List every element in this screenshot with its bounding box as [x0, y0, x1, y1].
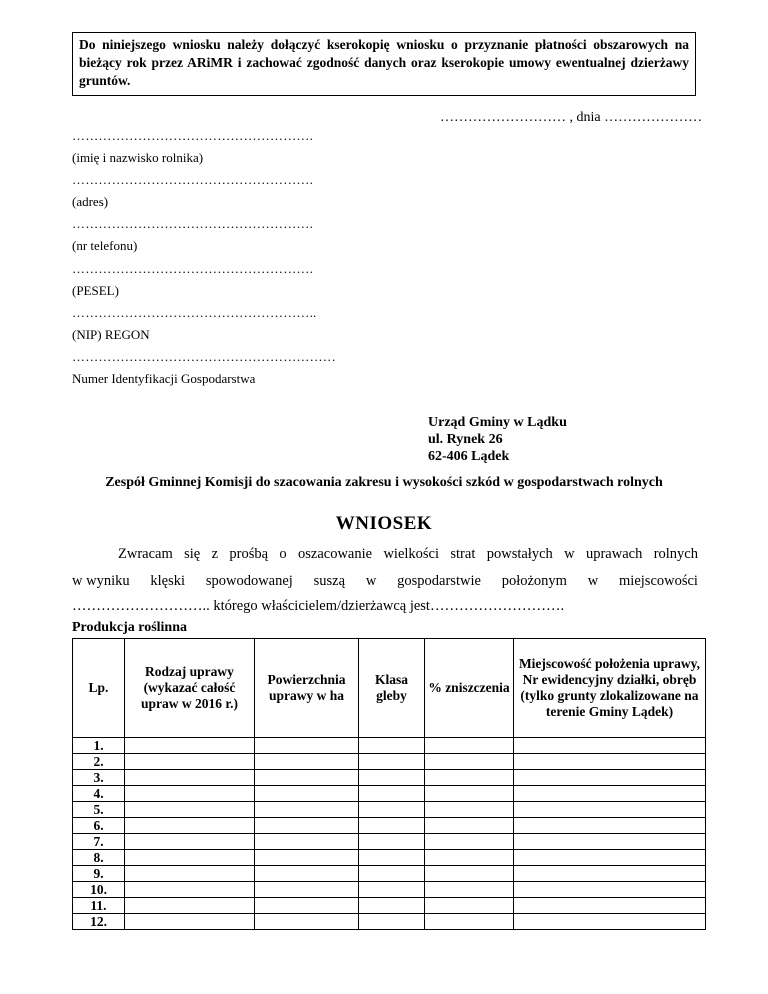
location-cell[interactable]: [514, 818, 706, 834]
office-street: ul. Rynek 26: [428, 432, 503, 447]
crop-type-cell[interactable]: [125, 834, 255, 850]
crop-type-cell[interactable]: [125, 866, 255, 882]
crop-type-cell[interactable]: [125, 738, 255, 754]
table-row: [73, 850, 706, 866]
soil-class-cell[interactable]: [359, 770, 425, 786]
location-cell[interactable]: [514, 882, 706, 898]
farmer-name-label: (imię i nazwisko rolnika): [72, 150, 204, 165]
request-line-2: w wyniku klęski spowodowanej suszą w gospodarstwie położonym w miejscowości: [72, 573, 698, 589]
area-cell[interactable]: [255, 850, 359, 866]
area-cell[interactable]: [255, 914, 359, 930]
crop-damage-table: [72, 638, 706, 930]
damage-percent-cell[interactable]: [425, 786, 514, 802]
pesel-label: (PESEL): [72, 283, 119, 298]
area-cell[interactable]: [255, 898, 359, 914]
row-number: 5.: [73, 802, 125, 818]
col-header-soil-class: Klasa gleby: [359, 639, 425, 738]
area-cell[interactable]: [255, 786, 359, 802]
soil-class-cell[interactable]: [359, 882, 425, 898]
committee-heading: Zespół Gminnej Komisji do szacowania zakresu i wysokości szkód w gospodarstwach rolnych: [105, 475, 663, 490]
col-header-lp: Lp.: [73, 639, 125, 738]
crop-type-cell[interactable]: [125, 802, 255, 818]
phone-label: (nr telefonu): [72, 238, 138, 253]
table-row: [73, 786, 706, 802]
crop-type-cell[interactable]: [125, 818, 255, 834]
soil-class-cell[interactable]: [359, 802, 425, 818]
row-number: 10.: [73, 882, 125, 898]
row-number: 8.: [73, 850, 125, 866]
crop-production-heading: Produkcja roślinna: [72, 620, 188, 635]
crop-type-cell[interactable]: [125, 754, 255, 770]
document-title: WNIOSEK: [335, 513, 433, 534]
soil-class-cell[interactable]: [359, 738, 425, 754]
location-cell[interactable]: [514, 866, 706, 882]
location-cell[interactable]: [514, 802, 706, 818]
table-row: [73, 898, 706, 914]
soil-class-cell[interactable]: [359, 866, 425, 882]
damage-percent-cell[interactable]: [425, 882, 514, 898]
damage-percent-cell[interactable]: [425, 738, 514, 754]
soil-class-cell[interactable]: [359, 786, 425, 802]
crop-type-cell[interactable]: [125, 786, 255, 802]
table-row: [73, 818, 706, 834]
area-cell[interactable]: [255, 802, 359, 818]
crop-type-cell[interactable]: [125, 914, 255, 930]
col-header-damage-percent: % zniszczenia: [425, 639, 514, 738]
row-number: 1.: [73, 738, 125, 754]
farmer-name-field[interactable]: ……………………………………………….: [72, 128, 314, 143]
row-number: 6.: [73, 818, 125, 834]
area-cell[interactable]: [255, 834, 359, 850]
table-row: [73, 866, 706, 882]
address-field[interactable]: ……………………………………………….: [72, 172, 314, 187]
area-cell[interactable]: [255, 818, 359, 834]
row-number: 7.: [73, 834, 125, 850]
damage-percent-cell[interactable]: [425, 898, 514, 914]
row-number: 12.: [73, 914, 125, 930]
area-cell[interactable]: [255, 738, 359, 754]
area-cell[interactable]: [255, 770, 359, 786]
soil-class-cell[interactable]: [359, 834, 425, 850]
damage-percent-cell[interactable]: [425, 866, 514, 882]
soil-class-cell[interactable]: [359, 850, 425, 866]
nip-regon-label: (NIP) REGON: [72, 327, 150, 342]
damage-percent-cell[interactable]: [425, 802, 514, 818]
office-address: [428, 414, 567, 465]
row-number: 9.: [73, 866, 125, 882]
area-cell[interactable]: [255, 882, 359, 898]
col-header-location: Miejscowość położenia uprawy, Nr ewidencyjny działki, obręb (tylko grunty zlokalizowane na terenie Gminy Lądek): [514, 639, 706, 738]
place-date-field[interactable]: ……………………… , dnia …………………: [440, 110, 703, 125]
location-cell[interactable]: [514, 834, 706, 850]
location-cell[interactable]: [514, 770, 706, 786]
farm-id-field[interactable]: ……………………………………………………: [72, 349, 336, 364]
soil-class-cell[interactable]: [359, 754, 425, 770]
soil-class-cell[interactable]: [359, 818, 425, 834]
request-line-1: Zwracam się z prośbą o oszacowanie wielkości strat powstałych w uprawach rolnych: [118, 546, 698, 562]
crop-type-cell[interactable]: [125, 770, 255, 786]
row-number: 3.: [73, 770, 125, 786]
attachment-notice: Do niniejszego wniosku należy dołączyć kserokopię wniosku o przyznanie płatności obszarowych na bieżący rok przez ARiMR i zachować zgodność danych oraz kserokopie umowy ewentualnej dzierżawy gruntów.: [72, 32, 696, 96]
location-cell[interactable]: [514, 754, 706, 770]
damage-percent-cell[interactable]: [425, 914, 514, 930]
phone-field[interactable]: ……………………………………………….: [72, 216, 314, 231]
pesel-field[interactable]: ……………………………………………….: [72, 261, 314, 276]
damage-percent-cell[interactable]: [425, 850, 514, 866]
soil-class-cell[interactable]: [359, 898, 425, 914]
table-row: [73, 802, 706, 818]
soil-class-cell[interactable]: [359, 914, 425, 930]
crop-type-cell[interactable]: [125, 850, 255, 866]
farm-id-label: Numer Identyfikacji Gospodarstwa: [72, 371, 256, 386]
location-cell[interactable]: [514, 914, 706, 930]
row-number: 2.: [73, 754, 125, 770]
damage-percent-cell[interactable]: [425, 754, 514, 770]
location-cell[interactable]: [514, 738, 706, 754]
table-header-row: [73, 639, 706, 738]
location-cell[interactable]: [514, 850, 706, 866]
office-name: Urząd Gminy w Lądku: [428, 415, 567, 430]
nip-regon-field[interactable]: ………………………………………………..: [72, 305, 317, 320]
crop-type-cell[interactable]: [125, 898, 255, 914]
request-line-3[interactable]: ……………………….. którego właścicielem/dzierżawcą jest……………………….: [72, 598, 565, 614]
row-number: 11.: [73, 898, 125, 914]
area-cell[interactable]: [255, 866, 359, 882]
table-row: [73, 914, 706, 930]
damage-percent-cell[interactable]: [425, 818, 514, 834]
table-row: [73, 738, 706, 754]
address-label: (adres): [72, 194, 109, 209]
location-cell[interactable]: [514, 786, 706, 802]
location-cell[interactable]: [514, 898, 706, 914]
row-number: 4.: [73, 786, 125, 802]
table-row: [73, 834, 706, 850]
area-cell[interactable]: [255, 754, 359, 770]
crop-type-cell[interactable]: [125, 882, 255, 898]
office-postcode: 62-406 Lądek: [428, 449, 510, 464]
col-header-crop-type: Rodzaj uprawy (wykazać całość upraw w 2016 r.): [125, 639, 255, 738]
damage-percent-cell[interactable]: [425, 770, 514, 786]
table-row: [73, 754, 706, 770]
table-row: [73, 770, 706, 786]
damage-percent-cell[interactable]: [425, 834, 514, 850]
table-row: [73, 882, 706, 898]
col-header-area: Powierzchnia uprawy w ha: [255, 639, 359, 738]
